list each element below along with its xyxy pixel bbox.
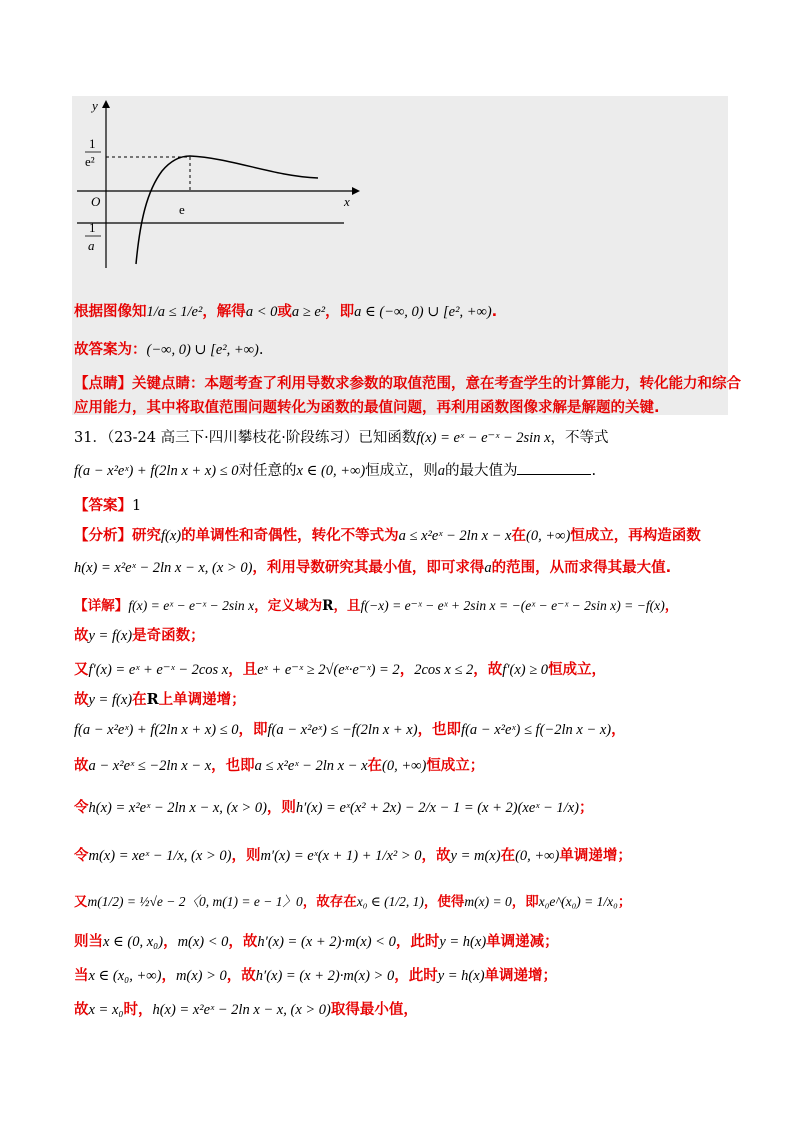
detail-s2b: y = f(x) <box>88 628 133 644</box>
conclusion-inequality: 1/a ≤ 1/e² <box>146 304 203 320</box>
answer-label: 【答案】 <box>74 498 132 514</box>
detail-s4e: 上单调递增； <box>158 692 246 708</box>
detail-s3c: ，且 <box>228 662 258 678</box>
x-axis-arrow-icon <box>352 187 360 195</box>
detail-s3g: ，故 <box>473 662 503 678</box>
previous-answer-value: (−∞, 0) ∪ [e², +∞) <box>146 342 259 358</box>
detail-s9g: ，即 <box>511 894 539 910</box>
detail-s9b: m(1/2) = ½√e − 2〈0, m(1) = e − 1〉0 <box>87 894 303 909</box>
detail-s11e: ，故 <box>226 968 256 984</box>
previous-answer-line <box>74 340 263 360</box>
detail-s9i: ； <box>617 894 632 910</box>
solution-1: a < 0 <box>245 304 278 320</box>
previous-answer-end: . <box>258 342 264 358</box>
detail-s11f: h′(x) = (x + 2)·m(x) > 0 <box>255 968 395 984</box>
low-tick-denominator: a <box>88 238 95 253</box>
detail-s8i: 单调递增； <box>559 848 632 864</box>
detail-s6g: 恒成立； <box>426 758 485 774</box>
comment-line-2: 应用能力，其中将取值范围问题转化为函数的最值问题，再利用函数图像求解是解题的关键. <box>74 400 660 416</box>
detail-line-6 <box>74 756 484 776</box>
question-line-1 <box>74 428 609 448</box>
question-var: a <box>437 463 445 479</box>
question-end: . <box>591 463 597 479</box>
detail-s8f: y = m(x) <box>450 848 501 864</box>
question-domain: x ∈ (0, +∞) <box>296 463 366 479</box>
detail-s12c: 时， <box>123 1002 153 1018</box>
analysis-line-2 <box>74 558 671 578</box>
y-axis-arrow-icon <box>102 100 110 108</box>
detail-s1g: ， <box>664 598 679 614</box>
detail-s7c: ，则 <box>266 800 296 816</box>
detail-s9d: x₀ ∈ (1/2, 1) <box>356 894 424 909</box>
solution-2: a ≥ e² <box>291 304 326 320</box>
detail-s4d: R <box>146 691 159 708</box>
detail-s7b: h(x) = x²eˣ − 2ln x − x, (x > 0) <box>88 800 267 816</box>
detail-line-2 <box>74 626 205 646</box>
analysis-l1c: 的单调性和奇偶性，转化不等式为 <box>181 528 399 544</box>
detail-s3e: ， <box>399 662 415 678</box>
detail-s10b: x ∈ (0, x₀) <box>103 934 164 950</box>
or-word: 或 <box>277 304 292 320</box>
detail-s6d: a ≤ x²eˣ − 2ln x − x <box>254 758 368 774</box>
detail-s6f: (0, +∞) <box>382 758 427 774</box>
detail-s4b: y = f(x) <box>88 692 133 708</box>
detail-s7a: 令 <box>74 800 89 816</box>
origin-label: O <box>91 194 101 209</box>
detail-s5e: f(a − x²eˣ) ≤ f(−2ln x − x) <box>461 722 612 738</box>
detail-s8h: (0, +∞) <box>515 848 560 864</box>
detail-s5a: f(a − x²eˣ) + f(2ln x + x) ≤ 0 <box>74 722 239 738</box>
detail-line-8 <box>74 846 632 866</box>
detail-s1d: R <box>322 598 334 614</box>
detail-s1c: ，定义域为 <box>254 598 323 614</box>
detail-line-3 <box>74 660 606 680</box>
detail-s3f: 2cos x ≤ 2 <box>414 662 474 678</box>
detail-s10h: y = h(x) <box>439 934 487 950</box>
detail-line-1 <box>74 596 678 616</box>
detail-s8e: ，故 <box>421 848 451 864</box>
answer-line <box>74 496 141 516</box>
previous-answer-label: 故答案为： <box>74 342 147 358</box>
detail-s7d: h′(x) = eˣ(x² + 2x) − 2/x − 1 = (x + 2)(xeˣ − 1/x) <box>295 800 579 816</box>
detail-line-9 <box>74 892 631 912</box>
detail-s11g: ，此时 <box>394 968 438 984</box>
ie-word: ，即 <box>325 304 355 320</box>
question-function: f(x) = eˣ − e⁻ˣ − 2sin x <box>416 430 551 446</box>
analysis-l2d: 的范围，从而求得其最大值. <box>491 560 672 576</box>
analysis-l2a: h(x) = x²eˣ − 2ln x − x, (x > 0) <box>74 560 253 576</box>
detail-s10g: ，此时 <box>395 934 440 950</box>
detail-s10a: 则当 <box>74 934 103 950</box>
detail-line-7 <box>74 798 593 818</box>
detail-s11d: m(x) > 0 <box>175 968 227 984</box>
x-label: x <box>344 194 350 209</box>
detail-s6e: 在 <box>367 758 383 774</box>
detail-s12b: x = x₀ <box>88 1002 124 1018</box>
detail-s2a: 故 <box>74 628 89 644</box>
detail-s10c: ， <box>163 934 178 950</box>
detail-line-11 <box>74 966 557 986</box>
detail-s5f: ， <box>611 722 626 738</box>
detail-line-5 <box>74 720 626 740</box>
detail-s9c: ，故存在 <box>302 894 357 910</box>
detail-s6c: ，也即 <box>211 758 255 774</box>
comment-line-1: 【点睛】关键点睛：本题考查了利用导数求参数的取值范围，意在考查学生的计算能力，转化能力和综合 <box>74 376 741 392</box>
detail-s8a: 令 <box>74 848 89 864</box>
analysis-l1d: a ≤ x²eˣ − 2ln x − x <box>398 528 512 544</box>
question-number: 31． <box>74 430 107 446</box>
question-source: （23-24 高三下·四川攀枝花·阶段练习）已知函数 <box>106 430 417 446</box>
detail-s3d: eˣ + e⁻ˣ ≥ 2√(eˣ·e⁻ˣ) = 2 <box>257 662 400 678</box>
detail-s4c: 在 <box>132 692 147 708</box>
detail-s4a: 故 <box>74 692 89 708</box>
question-inequality: f(a − x²eˣ) + f(2ln x + x) ≤ 0 <box>74 463 239 479</box>
detail-s8c: ，则 <box>231 848 261 864</box>
conclusion-end: . <box>491 304 498 320</box>
detail-s6a: 故 <box>74 758 89 774</box>
conclusion-line <box>74 302 497 322</box>
detail-line-10 <box>74 932 559 952</box>
detail-s3b: f′(x) = eˣ + e⁻ˣ − 2cos x <box>88 662 229 678</box>
detail-s12e: 取得最小值， <box>330 1002 418 1018</box>
question-max-text: 的最大值为 <box>444 463 518 479</box>
analysis-l1a: 【分析】研究 <box>74 528 161 544</box>
question-line-2 <box>74 460 596 481</box>
question-holds: 恒成立，则 <box>365 463 438 479</box>
answer-value: 1 <box>132 498 142 514</box>
detail-s10i: 单调递减； <box>486 934 559 950</box>
detail-s12a: 故 <box>74 1002 89 1018</box>
detail-s11h: y = h(x) <box>437 968 485 984</box>
detail-s2c: 是奇函数； <box>132 628 205 644</box>
detail-s7e: ； <box>578 800 594 816</box>
detail-s10d: m(x) < 0 <box>177 934 229 950</box>
question-for-all: 对任意的 <box>238 463 297 479</box>
detail-s3a: 又 <box>74 662 89 678</box>
detail-s1a: 【详解】 <box>74 598 129 614</box>
detail-line-4 <box>74 690 246 710</box>
detail-s11i: 单调递增； <box>484 968 558 984</box>
x-tick-e: e <box>179 202 185 217</box>
detail-s11a: 当 <box>74 968 89 984</box>
analysis-line-1 <box>74 526 701 546</box>
analysis-l1e: 在 <box>511 528 526 544</box>
analysis-l1b: f(x) <box>161 528 182 544</box>
max-tick-numerator: 1 <box>89 136 96 151</box>
detail-line-12 <box>74 1000 418 1020</box>
solution-set: a ∈ (−∞, 0) ∪ [e², +∞) <box>354 304 492 320</box>
detail-s10f: h′(x) = (x + 2)·m(x) < 0 <box>257 934 396 950</box>
low-tick-numerator: 1 <box>89 220 96 235</box>
detail-s3i: 恒成立， <box>548 662 607 678</box>
detail-s9e: ，使得 <box>423 894 465 910</box>
curve <box>136 156 318 264</box>
detail-s11b: x ∈ (x₀, +∞) <box>88 968 162 984</box>
detail-s8b: m(x) = xeˣ − 1/x, (x > 0) <box>88 848 232 864</box>
analysis-l2c: a <box>484 560 492 576</box>
analysis-l2b: ，利用导数研究其最小值，即可求得 <box>252 560 485 576</box>
analysis-l1g: 恒成立，再构造函数 <box>570 528 701 544</box>
function-graph <box>72 96 372 276</box>
detail-s11c: ， <box>161 968 176 984</box>
max-tick-denominator: e² <box>85 154 95 169</box>
solve-word: ，解得 <box>202 304 246 320</box>
detail-s1f: f(−x) = e⁻ˣ − eˣ + 2sin x = −(eˣ − e⁻ˣ − 2sin x) = −f(x) <box>360 598 665 613</box>
question-comma: ，不等式 <box>550 430 609 446</box>
detail-s9h: x₀e^(x₀) = 1/x₀ <box>538 894 618 909</box>
detail-s8d: m′(x) = eˣ(x + 1) + 1/x² > 0 <box>260 848 422 864</box>
detail-s5c: f(a − x²eˣ) ≤ −f(2ln x + x) <box>267 722 418 738</box>
detail-s5d: ，也即 <box>417 722 462 738</box>
detail-s3h: f′(x) ≥ 0 <box>502 662 549 678</box>
detail-s10e: ，故 <box>228 934 258 950</box>
y-label: y <box>92 98 98 113</box>
conclusion-prefix: 根据图像知 <box>74 304 147 320</box>
detail-s12d: h(x) = x²eˣ − 2ln x − x, (x > 0) <box>152 1002 331 1018</box>
detail-s1e: ，且 <box>333 598 361 614</box>
detail-s9f: m(x) = 0 <box>464 894 512 909</box>
detail-s6b: a − x²eˣ ≤ −2ln x − x <box>88 758 212 774</box>
analysis-l1f: (0, +∞) <box>526 528 571 544</box>
detail-s1b: f(x) = eˣ − e⁻ˣ − 2sin x <box>128 598 255 613</box>
detail-s9a: 又 <box>74 894 88 910</box>
detail-s5b: ，即 <box>238 722 268 738</box>
answer-blank <box>517 460 591 475</box>
detail-s8g: 在 <box>500 848 516 864</box>
